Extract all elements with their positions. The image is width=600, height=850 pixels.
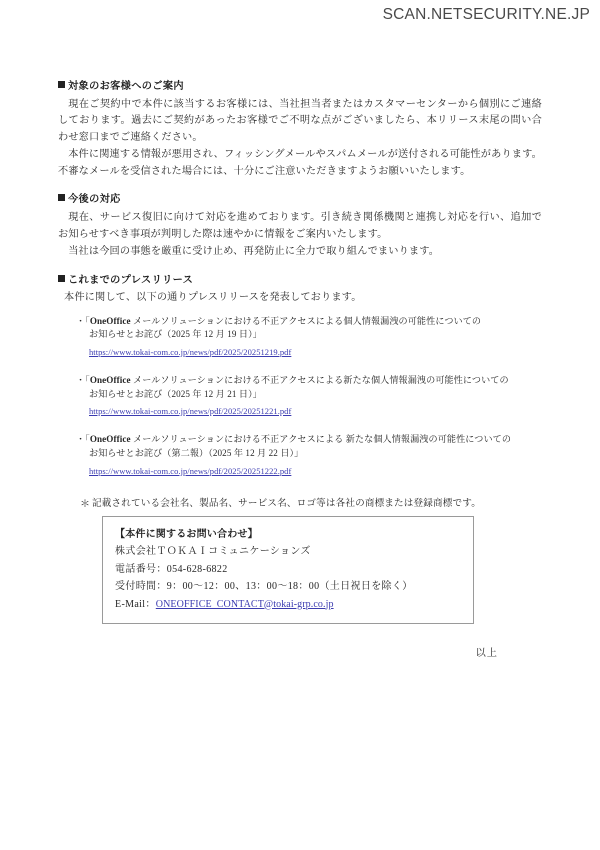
paragraph: 当社は今回の事態を厳重に受け止め、再発防止に全力で取り組んでまいります。 bbox=[68, 246, 440, 258]
press-item-title-rest: メールソリューションにおける不正アクセスによる新たな個人情報漏洩の可能性についての bbox=[130, 375, 509, 386]
list-item bbox=[58, 433, 542, 478]
press-item-link[interactable]: https://www.tokai-com.co.jp/news/pdf/2025/20251222.pdf bbox=[89, 465, 292, 476]
list-item bbox=[58, 374, 542, 419]
press-item-title-open: ・「 bbox=[76, 434, 90, 445]
paragraph: 本件に関連する情報が悪用され、フィッシングメールやスパムメールが送付される可能性があります。不審なメールを受信された場合には、十分にご注意いただきますようお願いいたします。 bbox=[58, 149, 542, 177]
trademark-note bbox=[80, 497, 542, 511]
document-page bbox=[0, 34, 600, 850]
contact-hours-value: 9：00〜12：00、13：00〜18：00（土日祝日を除く） bbox=[166, 581, 413, 593]
contact-phone-row bbox=[115, 561, 461, 578]
press-item-subtitle: お知らせとお詫び（2025 年 12 月 21 日）」 bbox=[89, 388, 262, 399]
section-heading bbox=[58, 193, 542, 207]
section-heading-label: 対象のお客様へのご案内 bbox=[68, 81, 184, 92]
press-item-title bbox=[76, 315, 542, 329]
section-heading bbox=[58, 274, 542, 288]
closing-mark: 以上 bbox=[475, 647, 498, 659]
press-item-subtitle: お知らせとお詫び（2025 年 12 月 19 日）」 bbox=[89, 329, 262, 340]
contact-hours-row bbox=[115, 578, 461, 595]
section-heading bbox=[58, 80, 542, 94]
press-item-title-rest: メールソリューションにおける不正アクセスによる 新たな個人情報漏洩の可能性についての bbox=[130, 434, 512, 445]
contact-email-row bbox=[115, 596, 461, 613]
section-future-response bbox=[58, 193, 542, 260]
contact-phone-label: 電話番号： bbox=[115, 563, 167, 575]
press-item-title bbox=[76, 374, 542, 388]
square-bullet-icon bbox=[58, 275, 65, 282]
section-heading-label: 今後の対応 bbox=[68, 194, 121, 206]
paragraph: 現在、サービス復旧に向けて対応を進めております。引き続き関係機関と連携し対応を行い、追加でお知らせすべき事項が判明した際は速やかに情報をご案内いたします。 bbox=[58, 212, 542, 240]
press-item-brand: OneOffice bbox=[89, 375, 131, 386]
document-body bbox=[58, 80, 542, 659]
list-item bbox=[58, 315, 542, 360]
press-item-subtitle: お知らせとお詫び（第二報）（2025 年 12 月 22 日）」 bbox=[89, 447, 304, 458]
trademark-note-text: 記載されている会社名、製品名、サービス名、ロゴ等は各社の商標または登録商標です。 bbox=[92, 497, 481, 509]
press-item-link[interactable]: https://www.tokai-com.co.jp/news/pdf/2025/20251219.pdf bbox=[89, 347, 292, 358]
press-item-title bbox=[76, 433, 542, 447]
press-item-link[interactable]: https://www.tokai-com.co.jp/news/pdf/2025/20251221.pdf bbox=[89, 406, 292, 417]
square-bullet-icon bbox=[58, 81, 65, 88]
press-item-title-rest: メールソリューションにおける不正アクセスによる個人情報漏洩の可能性についての bbox=[130, 315, 482, 326]
contact-email-link[interactable]: ONEOFFICE_CONTACT@tokai-grp.co.jp bbox=[155, 598, 334, 610]
press-item-brand: OneOffice bbox=[89, 315, 131, 326]
contact-box-title: 【本件に関するお問い合わせ】 bbox=[115, 528, 258, 540]
asterisk-icon: ＊ bbox=[80, 498, 91, 510]
press-item-title-open: ・「 bbox=[76, 375, 90, 386]
press-item-brand: OneOffice bbox=[89, 434, 131, 445]
section-target-customers bbox=[58, 80, 542, 180]
contact-company-name: 株式会社ＴＯＫＡＩコミュニケーションズ bbox=[115, 546, 311, 558]
section-heading-label: これまでのプレスリリース bbox=[68, 274, 194, 286]
contact-info-box bbox=[102, 516, 474, 624]
contact-email-label: E-Mail： bbox=[115, 598, 156, 610]
square-bullet-icon bbox=[58, 194, 65, 201]
press-item-title-open: ・「 bbox=[76, 315, 90, 326]
press-lead-text: 本件に関して、以下の通りプレスリリースを発表しております。 bbox=[64, 292, 362, 304]
site-watermark-banner: SCAN.NETSECURITY.NE.JP bbox=[382, 6, 590, 23]
section-press-releases bbox=[58, 274, 542, 479]
contact-hours-label: 受付時間： bbox=[115, 581, 167, 593]
contact-phone-value: 054-628-6822 bbox=[166, 563, 228, 575]
paragraph: 現在ご契約中で本件に該当するお客様には、当社担当者またはカスタマーセンターから個別にご連絡しております。過去にご契約があったお客様でご不明な点がございましたら、本リリース末尾の問い合わせ窓口までご連絡ください。 bbox=[58, 98, 542, 143]
